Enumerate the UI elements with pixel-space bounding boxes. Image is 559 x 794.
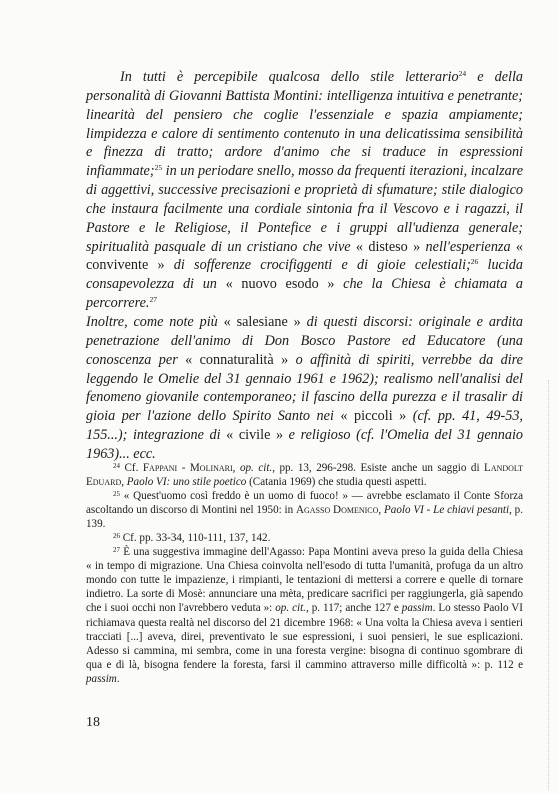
quoted-term: « convivente » — [86, 238, 523, 274]
text-run: nell'esperienza — [425, 238, 511, 255]
footnote-number: 25 — [113, 490, 120, 499]
text-run: che la Chiesa è chiamata a percorrere. — [86, 276, 523, 312]
quoted-term: « disteso » — [350, 238, 426, 255]
text-run: di sofferenze crocifiggenti e di gioie celestiali; — [173, 257, 471, 274]
text-run: , p. 117; anche 127 e — [305, 602, 402, 615]
main-text — [86, 68, 523, 464]
page-number: 18 — [86, 715, 100, 730]
text-run: (cf. pp. 41, 49-53, 155...); integrazione di — [86, 408, 523, 444]
paragraph-1 — [86, 68, 523, 313]
footnote-25 — [86, 489, 523, 531]
footnote-ref-24[interactable]: 24 — [458, 69, 467, 78]
quoted-term: « civile » — [220, 427, 289, 444]
text-run: , — [378, 504, 385, 517]
work-title: Paolo VI - Le chiavi pesanti — [384, 504, 510, 517]
text-run: Inoltre, come note più — [86, 313, 218, 330]
text-run: . — [116, 672, 120, 685]
author-name: Agasso Domenico — [295, 504, 379, 517]
paragraph-2 — [86, 313, 523, 464]
citation-abbrev: passim — [86, 672, 117, 685]
text-run: « Quest'uomo così freddo è un uomo di fuoco! » — avrebbe esclamato il Conte Sforza ascoltando un discorso di Montini nel 1950: in — [86, 490, 523, 517]
quoted-term: « nuovo esodo » — [216, 276, 344, 293]
text-run: , — [232, 462, 240, 474]
citation-abbrev: passim — [401, 602, 433, 615]
text-run: in un periodare snello, mosso da frequenti iterazioni, incalzare di aggettivi, successive precisazioni e proprietà di sfumature; stile dialogico che instaura facilmente una cordiale sintonia fra il Vescovo e i ragazzi, il Pastore e le Religiose, il Pontefice e i gruppi all'udienza generale; spiritualità pasquale di un cristiano che vive — [86, 163, 523, 255]
text-run: e della personalità di Giovanni Battista Montini: intelligenza intuitiva e penetrante; linearità del pensiero che coglie l'essenziale e spazia ampiamente; limpidezza e calore di sentimento contenuto in una delicatissima sensibilità e finezza di tratto; ardore d'animo che si traduce in espressioni infiammate; — [86, 69, 523, 180]
citation-abbrev: op. cit. — [275, 602, 306, 615]
text-run: , p. 139. — [86, 504, 524, 531]
author-name: Landolt Eduard — [86, 462, 523, 489]
quoted-term: « salesiane » — [217, 313, 307, 330]
author-name: Fappani - Molinari — [142, 462, 233, 474]
footnotes — [86, 461, 523, 686]
text-run: (Catania 1969) che studia questi aspetti. — [246, 476, 427, 489]
work-title: Paolo VI: uno stile poetico — [126, 476, 247, 489]
text-run: . Lo stesso Paolo VI richiamava questa realtà nel discorso del 21 dicembre 1968: « Una volta la Chiesa aveva i sentieri tracciati [...] aveva, direi, preventivato le sue espressioni, i suoi pensieri, le sue esplicazioni. Adesso si cammina, mi sembra, come in una foresta vergine: bisogna di continuo sgombrare di qua e di là, bisogna fendere la foresta, farsi il cammino attraverso mille difficoltà »: p. 112 e — [86, 602, 523, 671]
footnote-number: 24 — [113, 462, 120, 470]
text-run: , — [121, 476, 127, 489]
footnote-ref-27[interactable]: 27 — [149, 295, 157, 305]
footnote-27 — [86, 545, 523, 685]
quoted-term: « piccoli » — [333, 408, 413, 425]
quoted-term: « connaturalità » — [177, 351, 296, 368]
text-run: e religioso (cf. l'Omelia del 31 gennaio 1963)... ecc. — [86, 427, 523, 462]
footnote-ref-25[interactable]: 25 — [154, 163, 163, 173]
text-run: Cf. pp. 33-34, 110-111, 137, 142. — [120, 532, 271, 545]
footnote-number: 26 — [113, 532, 120, 541]
footnote-26 — [86, 531, 523, 545]
page-edge-shadow — [548, 380, 550, 790]
footnote-number: 27 — [113, 546, 120, 555]
citation-abbrev: op. cit. — [239, 462, 273, 474]
text-run: È una suggestiva immagine dell'Agasso: Papa Montini aveva preso la guida della Chiesa « in tempo di migrazione. Una Chiesa coinvolta nell'esodo di tutta l'umanità, profuga da un altro mondo con tutte le impazienze, i rimpianti, le tentazioni di mettersi a correre e quelle di tornare indietro. La sorte di Mosè: annunciare una mèta, predicare sacrifici per raggiungerla, già sapendo che i suoi occhi non l'avrebbero veduta »: — [86, 546, 523, 615]
footnote-ref-26[interactable]: 26 — [470, 257, 479, 267]
text-run: o affinità di spiriti, verrebbe da dire leggendo le Omelie del 31 gennaio 1961 e 1962); realismo nell'analisi del fenomeno giovanile contemporaneo; il fascino della purezza e il trasalir di gioia per l'azione dello Spirito Santo nei — [86, 351, 523, 425]
text-run: di questi discorsi: originale e ardita penetrazione dell'animo di Don Bosco Pastore ed Educatore (una conoscenza per — [86, 313, 524, 368]
text-run: lucida consapevolezza di un — [86, 257, 523, 293]
text-run: In tutti è percepibile qualcosa dello stile letterario — [120, 69, 459, 85]
text-run: Cf. — [120, 462, 143, 474]
footnote-24 — [86, 461, 523, 489]
text-run: , pp. 13, 296-298. Esiste anche un saggio di — [272, 462, 485, 474]
